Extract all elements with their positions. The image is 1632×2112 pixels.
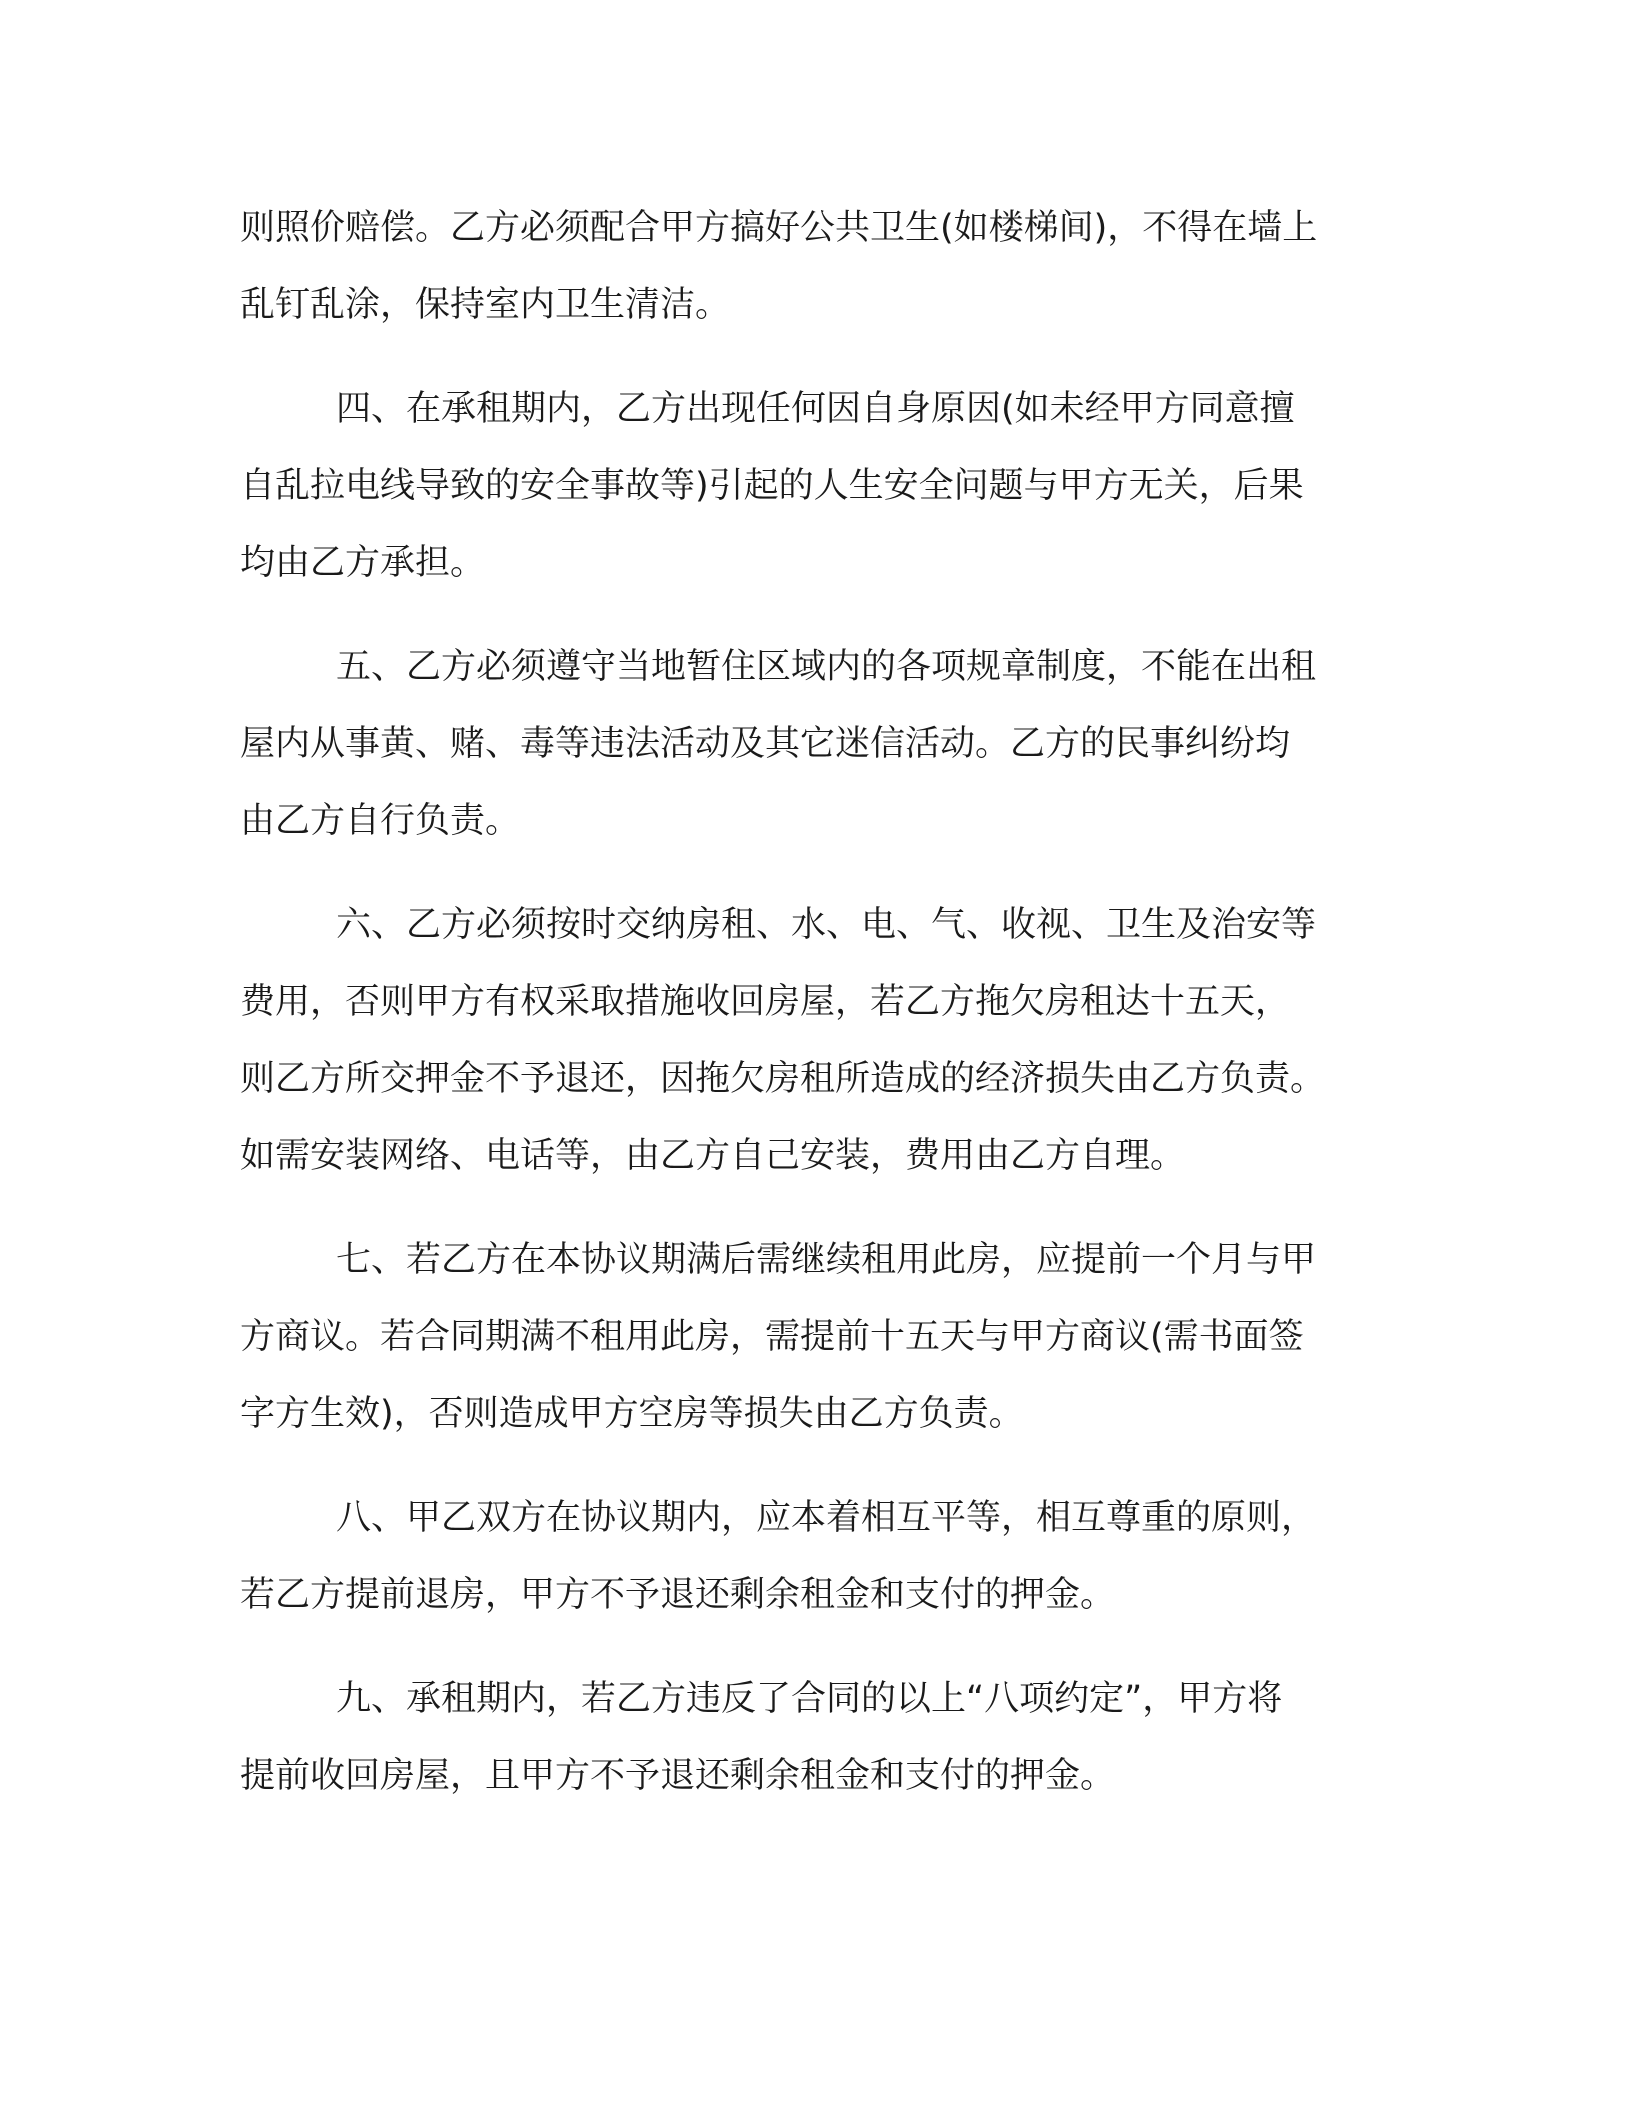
paragraph-clause-5: 五、乙方必须遵守当地暂住区域内的各项规章制度，不能在出租 屋内从事黄、赌、毒等违法活动及其它迷信活动。乙方的民事纠纷均 由乙方自行负责。 (240, 647, 1317, 841)
document-page (240, 190, 1400, 1815)
paragraph-clause-8: 八、甲乙双方在协议期内，应本着相互平等，相互尊重的原则， 若乙方提前退房，甲方不予退还剩余租金和支付的押金。 (240, 1498, 1317, 1615)
paragraph-clause-4: 四、在承租期内，乙方出现任何因自身原因(如未经甲方同意擅 自乱拉电线导致的安全事故等)引起的人生安全问题与甲方无关，后果 均由乙方承担。 (240, 389, 1304, 583)
paragraph-continuation: 则照价赔偿。乙方必须配合甲方搞好公共卫生(如楼梯间)，不得在墙上 乱钉乱涂，保持室内卫生清洁。 (240, 208, 1318, 325)
paragraph-clause-7: 七、若乙方在本协议期满后需继续租用此房，应提前一个月与甲 方商议。若合同期满不租用此房，需提前十五天与甲方商议(需书面签 字方生效)，否则造成甲方空房等损失由乙方负责。 (240, 1240, 1317, 1434)
paragraph-clause-9: 九、承租期内，若乙方违反了合同的以上“八项约定”，甲方将 提前收回房屋，且甲方不予退还剩余租金和支付的押金。 (240, 1679, 1283, 1796)
paragraph-clause-6: 六、乙方必须按时交纳房租、水、电、气、收视、卫生及治安等 费用，否则甲方有权采取措施收回房屋，若乙方拖欠房租达十五天， 则乙方所交押金不予退还，因拖欠房租所造成的经济损失由乙方负责。 如需安装网络、电话等，由乙方自己安装，费用由乙方自理。 (240, 905, 1326, 1176)
